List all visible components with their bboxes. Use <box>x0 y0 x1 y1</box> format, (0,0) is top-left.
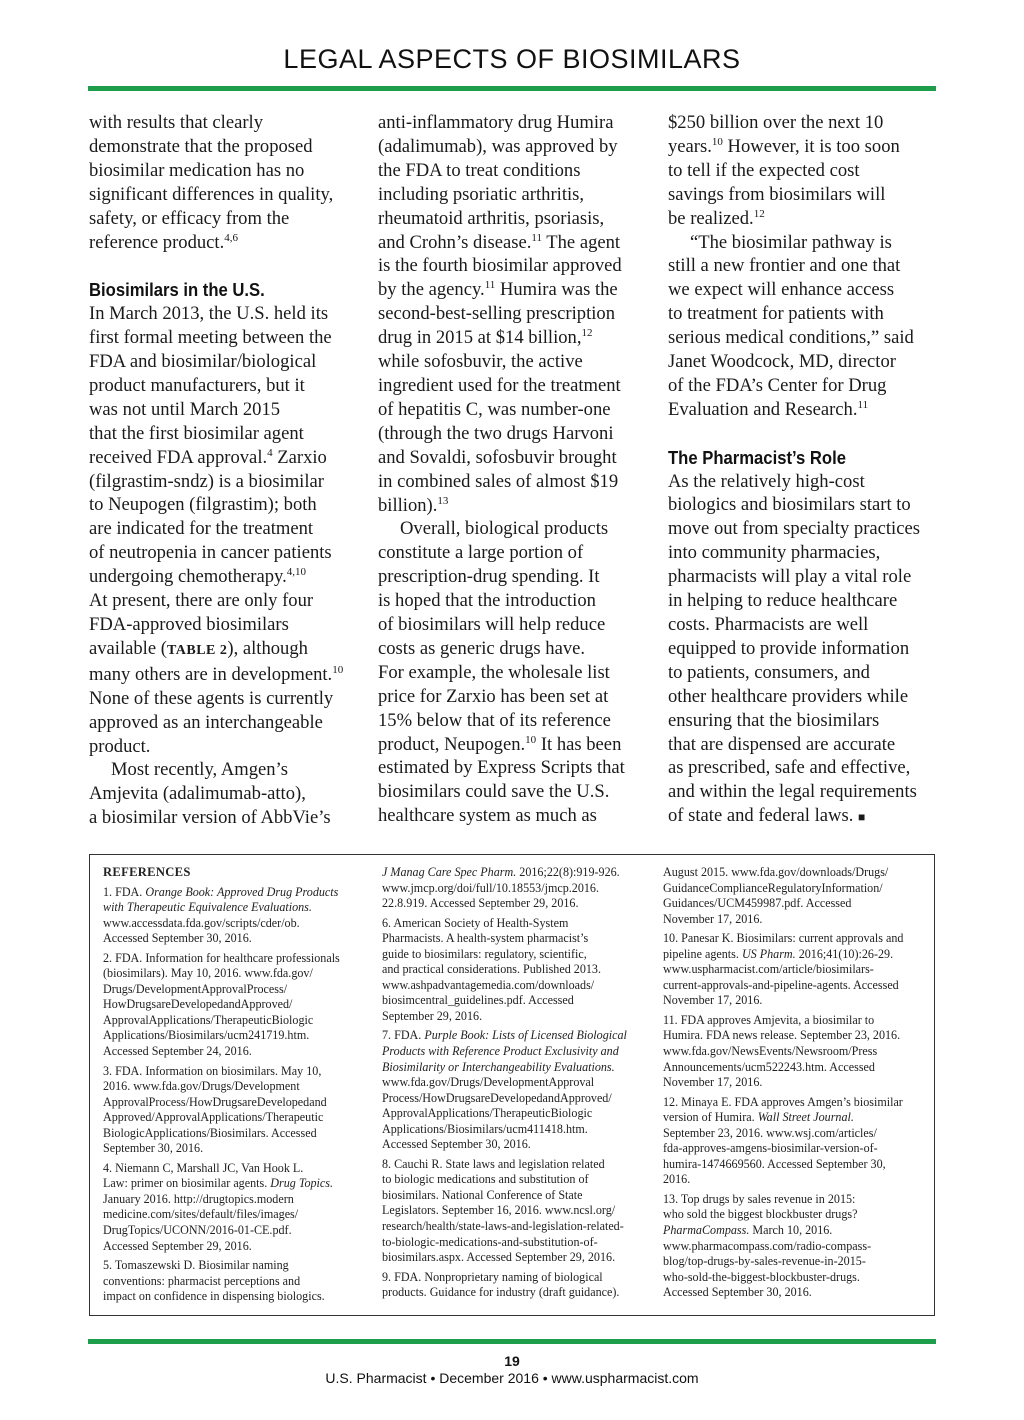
article-column-3 <box>668 111 943 830</box>
paragraph: Overall, biological products constitute a large portion of prescription-drug spending. It is hoped that the introduction of biosimilars will help reduce costs as generic drugs have. For example, the wholesale list price for Zarxio has been set at 15% below that of its reference product, Neupogen.$^{10}$ It has been estimated by Express Scripts that biosimilars could save the U.S. healthcare system as much as <box>378 518 625 827</box>
references-column-3 <box>663 865 928 1305</box>
reference-item: 7. FDA. Purple Book: Lists of Licensed Biological Products with Reference Product Exclusivity and Biosimilarity or Interchangeability Evaluations. www.fda.gov/Drugs/DevelopmentApproval Process/HowDrugsareDevelopedandApproved/ ApprovalApplications/TherapeuticBiologic Applications/Biosimilars/ucm411418.htm. Accessed September 30, 2016. <box>382 1028 627 1152</box>
section-heading: The Pharmacist’s Role <box>668 446 846 468</box>
references-heading: REFERENCES <box>103 865 191 879</box>
reference-item: 11. FDA approves Amjevita, a biosimilar to Humira. FDA news release. September 23, 2016. www.fda.gov/NewsEvents/Newsroom/Press Announcements/ucm522243.htm. Accessed November 17, 2016. <box>663 1012 901 1090</box>
reference-item: 12. Minaya E. FDA approves Amgen’s biosimilar version of Humira. Wall Street Journal. September 23, 2016. www.wsj.com/articles/ fda-approves-amgens-biosimilar-version-of- humira-1474669560. Accessed September 30, 2016. <box>663 1094 903 1187</box>
reference-item: 3. FDA. Information on biosimilars. May 10, 2016. www.fda.gov/Drugs/Development ApprovalProcess/HowDrugsareDevelopedand Approved/ApprovalApplications/Therapeutic BiologicApplications/Biosimilars. Accessed September 30, 2016. <box>103 1063 327 1156</box>
top-rule <box>88 86 936 91</box>
table-reference-link[interactable]: TABLE 2 <box>166 642 228 658</box>
paragraph: $250 billion over the next 10 years.$^{10}$ However, it is too soon to tell if the expected cost savings from biosimilars will be realized.$^{12}$ <box>668 112 900 229</box>
reference-item: 1. FDA. Orange Book: Approved Drug Products with Therapeutic Equivalence Evaluations. www.accessdata.fda.gov/scripts/cder/ob. Accessed September 30, 2016. <box>103 884 339 946</box>
reference-item-continued: J Manag Care Spec Pharm. 2016;22(8):919-926. www.jmcp.org/doi/full/10.18553/jmcp.2016. 22.8.919. Accessed September 29, 2016. <box>382 865 620 911</box>
section-heading: Biosimilars in the U.S. <box>89 279 265 301</box>
references-box <box>89 854 935 1316</box>
references-column-2 <box>382 865 650 1305</box>
reference-item: 2. FDA. Information for healthcare professionals (biosimilars). May 10, 2016. www.fda.gov/ Drugs/DevelopmentApprovalProcess/ HowDrugsareDevelopedandApproved/ ApprovalApplications/TherapeuticBiologic Applications/Biosimilars/ucm241719.htm. Accessed September 24, 2016. <box>103 950 340 1059</box>
reference-item: 5. Tomaszewski D. Biosimilar naming conventions: pharmacist perceptions and impact on confidence in dispensing biologics. <box>103 1258 325 1304</box>
reference-item: 6. American Society of Health-System Pharmacists. A health-system pharmacist’s guide to biosimilars: regulatory, scientific, and practical considerations. Published 2013. www.ashpadvantagemedia.com/downloads/ biosimcentral_guidelines.pdf. Accessed September 29, 2016. <box>382 915 601 1023</box>
paragraph: In March 2013, the U.S. held its first formal meeting between the FDA and biosimilar/biological product manufacturers, but it was not until March 2015 that the first biosimilar agent received FDA approval.$^4$ Zarxio (filgrastim-sndz) is a biosimilar to Neupogen (filgrastim); both are indicated for the treatment of neutropenia in cancer patients undergoing chemotherapy.$^{4,10}$ At present, there are only four FDA-approved biosimilars available (TABLE 2), although many others are in development.$^{10}$ None of these agents is currently approved as an interchangeable product. <box>89 303 344 757</box>
reference-item: 10. Panesar K. Biosimilars: current approvals and pipeline agents. US Pharm. 2016;41(10):26-29. www.uspharmacist.com/article/biosimilars- current-approvals-and-pipeline-agents. Accessed November 17, 2016. <box>663 931 904 1008</box>
paragraph: anti-inflammatory drug Humira (adalimumab), was approved by the FDA to treat conditions including psoriatic arthritis, rheumatoid arthritis, psoriasis, and Crohn’s disease.$^{11}$ The agent is the fourth biosimilar approved by the agency.$^{11}$ Humira was the second-best-selling prescription drug in 2015 at $14 billion,$^{12}$ while sofosbuvir, the active ingredient used for the treatment of hepatitis C, was number-one (through the two drugs Harvoni and Sovaldi, sofosbuvir brought in combined sales of almost $19 billion).$^{13}$ <box>378 112 622 516</box>
paragraph: As the relatively high-cost biologics and biosimilars start to move out from specialty practices into community pharmacies, pharmacists will play a vital role in helping to reduce healthcare costs. Pharmacists are well equipped to provide information to patients, consumers, and other healthcare providers while ensuring that the biosimilars that are dispensed are accurate as prescribed, safe and effective, and within the legal requirements of state and federal laws. ■ <box>668 470 920 827</box>
footer-text: U.S. Pharmacist • December 2016 • www.uspharmacist.com <box>325 1370 699 1386</box>
article-column-1 <box>89 111 369 830</box>
page-number: 19 <box>504 1353 520 1369</box>
running-header: LEGAL ASPECTS OF BIOSIMILARS <box>283 44 741 74</box>
reference-item-continued: August 2015. www.fda.gov/downloads/Drugs/ GuidanceComplianceRegulatoryInformation/ Guidances/UCM459987.pdf. Accessed November 17, 2016. <box>663 865 889 926</box>
bottom-rule <box>88 1339 936 1344</box>
paragraph: with results that clearly demonstrate that the proposed biosimilar medication has no significant differences in quality, safety, or efficacy from the reference product.$^{4,6}$ <box>89 112 334 253</box>
paragraph: Most recently, Amgen’s Amjevita (adalimumab-atto), a biosimilar version of AbbVie’s <box>89 759 331 829</box>
reference-item: 13. Top drugs by sales revenue in 2015: who sold the biggest blockbuster drugs? PharmaCompass. March 10, 2016. www.pharmacompass.com/radio-compass- blog/top-drugs-by-sales-revenue-in-2015- who-sold-the-biggest-blockbuster-drugs. Accessed September 30, 2016. <box>663 1191 872 1300</box>
references-column-1 <box>103 865 368 1309</box>
reference-item: 8. Cauchi R. State laws and legislation related to biologic medications and substitution of biosimilars. National Conference of State Legislators. September 16, 2016. www.ncsl.org/ research/health/state-laws-and-legislation-related- to-biologic-medications-and-substitution-of- biosimilars.aspx. Accessed September 29, 2016. <box>382 1156 624 1265</box>
reference-item: 9. FDA. Nonproprietary naming of biological products. Guidance for industry (draft guidance). <box>382 1269 620 1300</box>
end-mark-icon: ■ <box>858 810 866 825</box>
article-column-2 <box>378 111 658 828</box>
reference-item: 4. Niemann C, Marshall JC, Van Hook L. Law: primer on biosimilar agents. Drug Topics. January 2016. http://drugtopics.modern medicine.com/sites/default/files/images/ DrugTopics/UCONN/2016-01-CE.pdf. Accessed September 29, 2016. <box>103 1160 333 1253</box>
quote-paragraph: “The biosimilar pathway is still a new frontier and one that we expect will enhance access to treatment for patients with serious medical conditions,” said Janet Woodcock, MD, director of the FDA’s Center for Drug Evaluation and Research.$^{11}$ <box>668 231 914 420</box>
